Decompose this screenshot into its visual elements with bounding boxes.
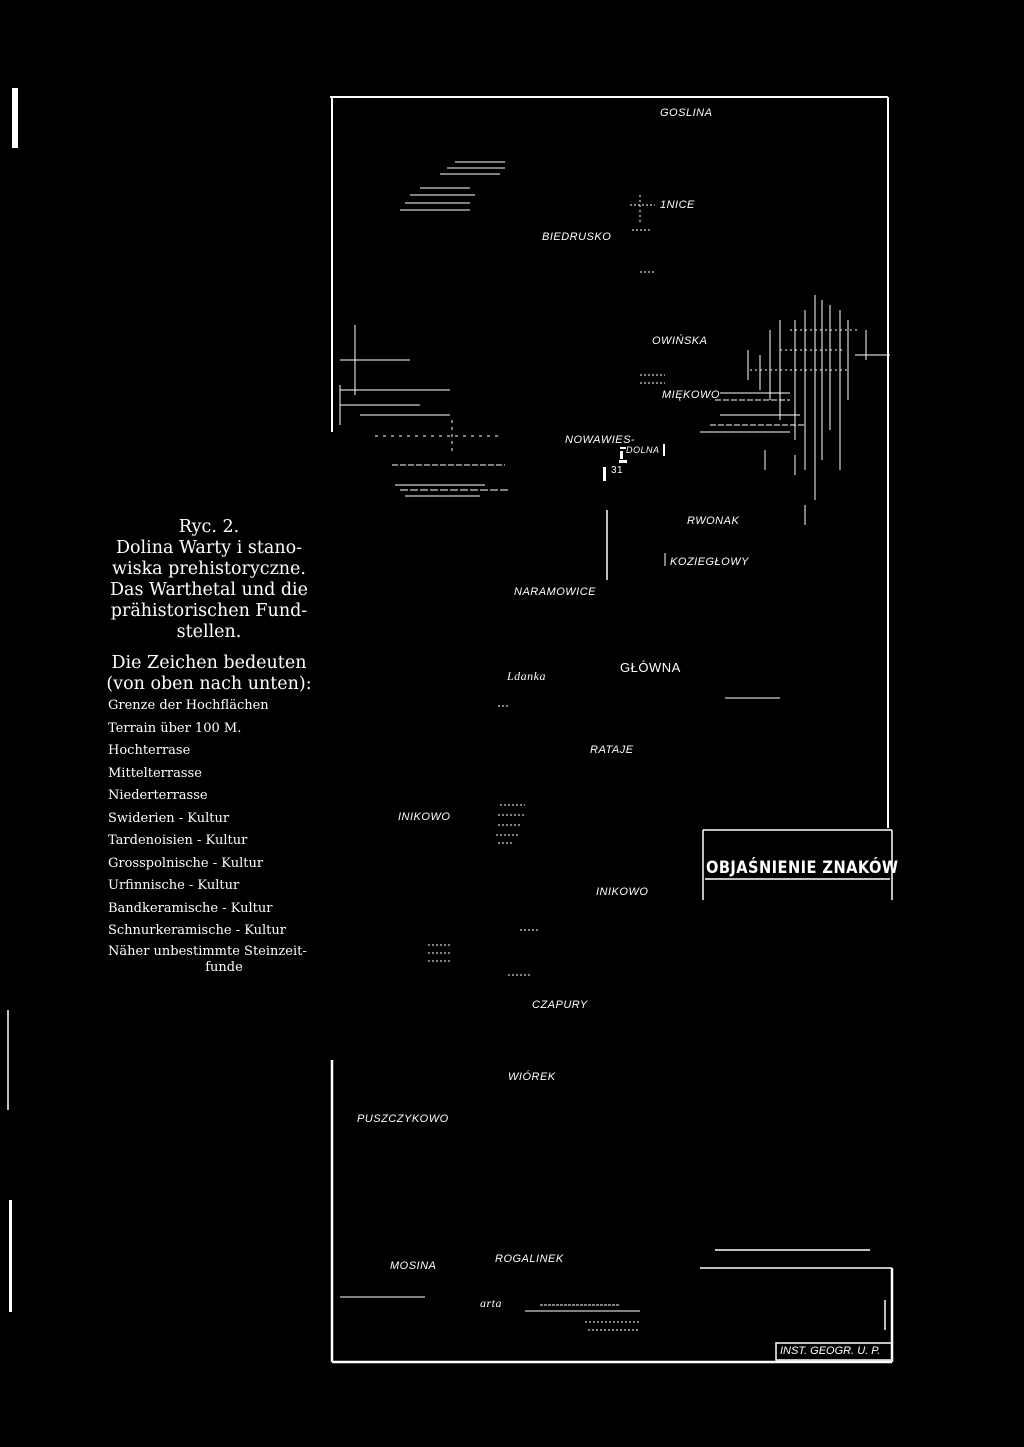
place-inice: 1NICE: [660, 199, 695, 211]
dolna-bar: [663, 444, 665, 456]
place-czapury: CZAPURY: [532, 999, 588, 1011]
place-winikowo: INIKOWO: [398, 811, 451, 823]
legend-item: Hochterrase: [108, 743, 191, 758]
river-warta-label: arta: [480, 1296, 503, 1310]
legend-item: Bandkeramische - Kultur: [108, 900, 273, 916]
place-warwonak: RWONAK: [687, 515, 740, 527]
place-dolna: DOLNA: [626, 445, 660, 455]
place-owinska: OWIŃSKA: [652, 335, 708, 347]
site-number-31: 31: [611, 465, 624, 476]
title-de-line-1: Das Warthetal und die: [109, 580, 309, 600]
legend-item: Grenze der Hochflächen: [108, 698, 269, 713]
legend-box-title: OBJAŚNIENIE ZNAKÓW: [706, 858, 899, 878]
title-de-line-3: stellen.: [176, 622, 242, 642]
legend-item: funde: [205, 959, 243, 975]
terrain-lines-right: [630, 195, 890, 525]
place-glowna: GŁÓWNA: [620, 660, 681, 675]
legend-item: Urfinnische - Kultur: [108, 878, 240, 893]
place-biedrusko: BIEDRUSKO: [542, 231, 612, 243]
place-miekowo: MIĘKOWO: [662, 389, 720, 401]
place-wiorek: WIÓREK: [508, 1071, 556, 1083]
legend-item: Tardenoisien - Kultur: [108, 833, 248, 848]
figure-number: Ryc. 2.: [178, 517, 240, 537]
legend-intro-line-1: Die Zeichen bedeuten: [111, 653, 307, 673]
place-rogalinek: ROGALINEK: [495, 1253, 564, 1265]
left-edge-bar: [9, 1200, 12, 1312]
place-udanka: Ldanka: [507, 669, 546, 683]
legend-intro-line-2: (von oben nach unten):: [106, 674, 312, 694]
legend-item: Schnurkeramische - Kultur: [108, 923, 286, 938]
terrain-lines-left: [340, 325, 510, 496]
place-kozieglowy: KOZIEGŁOWY: [670, 556, 749, 568]
place-goslina: GOSLINA: [660, 107, 713, 119]
legend-box: [700, 830, 899, 1360]
place-minikowo: INIKOWO: [596, 886, 649, 898]
legend-item: Mittelterrasse: [108, 765, 202, 781]
title-pl-line-2: wiska prehistoryczne.: [112, 559, 306, 579]
place-rataje: RATAJE: [590, 744, 634, 756]
legend-item: Näher unbestimmte Steinzeit-: [108, 943, 307, 959]
place-nowawies: NOWAWIES-: [565, 434, 636, 446]
figure-caption: [100, 517, 318, 975]
legend-item: Terrain über 100 M.: [108, 720, 242, 736]
terrace-hatching-upper: [400, 162, 505, 210]
place-naramowice: NARAMOWICE: [514, 586, 596, 598]
institution-label: INST. GEOGR. U. P.: [780, 1345, 881, 1357]
map-frame: [330, 97, 899, 1362]
place-mosina: MOSINA: [390, 1260, 437, 1272]
legend-item: Swiderien - Kultur: [108, 810, 230, 826]
left-edge-mark: [12, 88, 18, 148]
place-puszczykowo: PUSZCZYKOWO: [357, 1113, 449, 1125]
river-lines: [340, 510, 780, 1330]
legend-item: Grosspolnische - Kultur: [108, 855, 264, 871]
legend-item: Niederterrasse: [108, 788, 208, 803]
title-pl-line-1: Dolina Warty i stano-: [115, 538, 303, 558]
title-de-line-2: prähistorischen Fund-: [110, 601, 308, 621]
